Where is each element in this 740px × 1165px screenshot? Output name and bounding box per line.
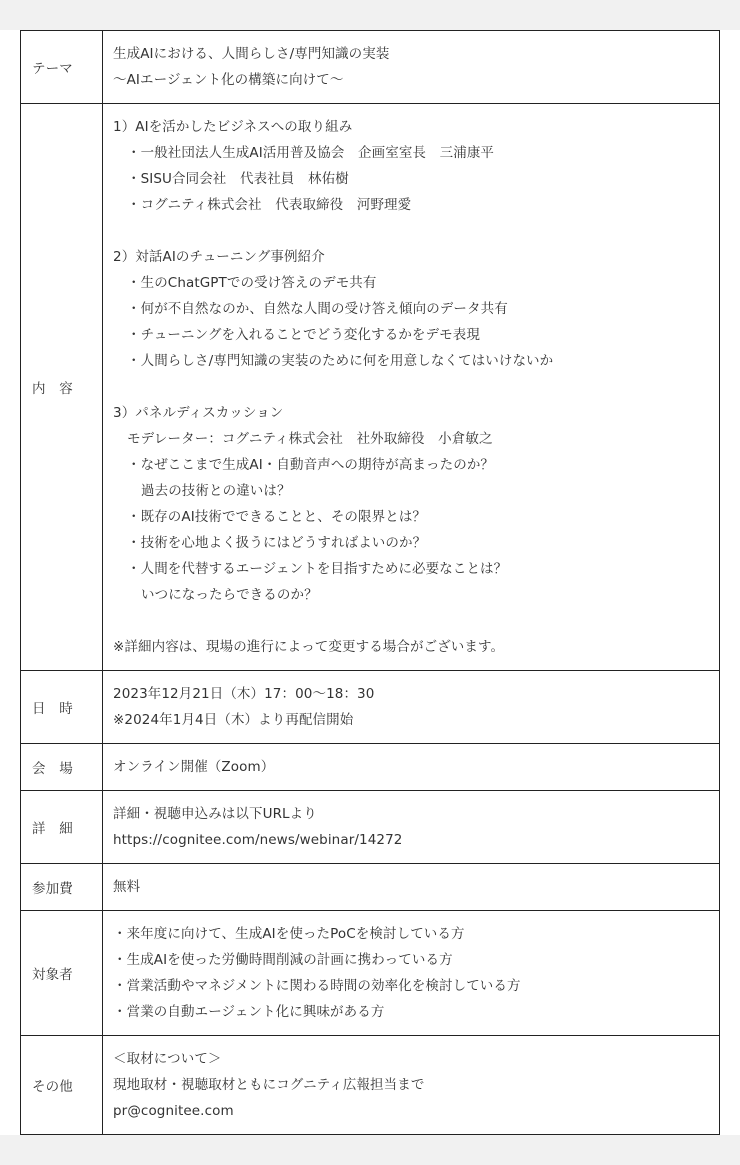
content-note: ※詳細内容は、現場の進行によって変更する場合がございます。 — [113, 639, 505, 655]
cell-details — [103, 791, 720, 864]
section1-item: ・SISU合同会社 代表社員 林佑樹 — [127, 171, 349, 187]
cell-theme — [103, 31, 720, 104]
section3-item-continued: 過去の技術との違いは？ — [141, 483, 291, 499]
spacer — [113, 608, 709, 634]
webinar-url[interactable]: https://cognitee.com/news/webinar/14272 — [113, 832, 403, 848]
label-venue: 会 場 — [21, 744, 103, 791]
venue-text: オンライン開催（Zoom） — [113, 759, 275, 775]
cell-datetime — [103, 671, 720, 744]
details-text: 詳細・視聴申込みは以下URLより — [113, 806, 317, 822]
label-content: 内 容 — [21, 104, 103, 671]
row-venue — [21, 744, 720, 791]
label-datetime: 日 時 — [21, 671, 103, 744]
press-email[interactable]: pr@cognitee.com — [113, 1103, 234, 1119]
cell-content — [103, 104, 720, 671]
section1-item: ・一般社団法人生成AI活用普及協会 企画室室長 三浦康平 — [127, 145, 495, 161]
section3-item: ・既存のAI技術でできることと、その限界とは？ — [127, 509, 427, 525]
press-heading: ＜取材について＞ — [113, 1051, 222, 1067]
spacer — [113, 218, 709, 244]
row-other — [21, 1036, 720, 1135]
row-fee — [21, 864, 720, 911]
row-theme — [21, 31, 720, 104]
section2-item: ・何が不自然なのか、自然な人間の受け答え傾向のデータ共有 — [127, 301, 508, 317]
theme-subtitle: 〜AIエージェント化の構築に向けて〜 — [113, 72, 344, 88]
audience-item: ・生成AIを使った労働時間削減の計画に携わっている方 — [113, 952, 453, 968]
moderator-line: モデレーター：コグニティ株式会社 社外取締役 小倉敏之 — [127, 431, 493, 447]
audience-item: ・営業活動やマネジメントに関わる時間の効率化を検討している方 — [113, 978, 521, 994]
row-datetime — [21, 671, 720, 744]
section3-heading: 3）パネルディスカッション — [113, 405, 284, 421]
section1-heading: 1）AIを活かしたビジネスへの取り組み — [113, 119, 353, 135]
section3-item: ・技術を心地よく扱うにはどうすればよいのか？ — [127, 535, 427, 551]
label-audience: 対象者 — [21, 911, 103, 1036]
rebroadcast-note: ※2024年1月4日（木）より再配信開始 — [113, 712, 354, 728]
label-other: その他 — [21, 1036, 103, 1135]
label-details: 詳 細 — [21, 791, 103, 864]
cell-other — [103, 1036, 720, 1135]
section3-item: ・なぜここまで生成AI・自動音声への期待が高まったのか？ — [127, 457, 495, 473]
audience-item: ・来年度に向けて、生成AIを使ったPoCを検討している方 — [113, 926, 465, 942]
section3-item-continued: いつになったらできるのか？ — [141, 587, 318, 603]
audience-item: ・営業の自動エージェント化に興味がある方 — [113, 1004, 385, 1020]
label-fee: 参加費 — [21, 864, 103, 911]
section2-item: ・チューニングを入れることでどう変化するかをデモ表現 — [127, 327, 480, 343]
theme-title: 生成AIにおける、人間らしさ/専門知識の実装 — [113, 46, 390, 62]
section2-heading: 2）対話AIのチューニング事例紹介 — [113, 249, 325, 265]
row-details — [21, 791, 720, 864]
row-audience — [21, 911, 720, 1036]
section3-item: ・人間を代替するエージェントを目指すために必要なことは？ — [127, 561, 508, 577]
spacer — [113, 374, 709, 400]
fee-text: 無料 — [113, 879, 141, 895]
section2-item: ・生のChatGPTでの受け答えのデモ共有 — [127, 275, 377, 291]
cell-audience — [103, 911, 720, 1036]
event-info-table — [20, 30, 720, 1135]
event-datetime: 2023年12月21日（木）17：00〜18：30 — [113, 686, 375, 702]
label-theme: テーマ — [21, 31, 103, 104]
section1-item: ・コグニティ株式会社 代表取締役 河野理愛 — [127, 197, 412, 213]
row-content — [21, 104, 720, 671]
section2-item: ・人間らしさ/専門知識の実装のために何を用意しなくてはいけないか — [127, 353, 554, 369]
cell-fee — [103, 864, 720, 911]
press-contact-text: 現地取材・視聴取材ともにコグニティ広報担当まで — [113, 1077, 425, 1093]
cell-venue — [103, 744, 720, 791]
